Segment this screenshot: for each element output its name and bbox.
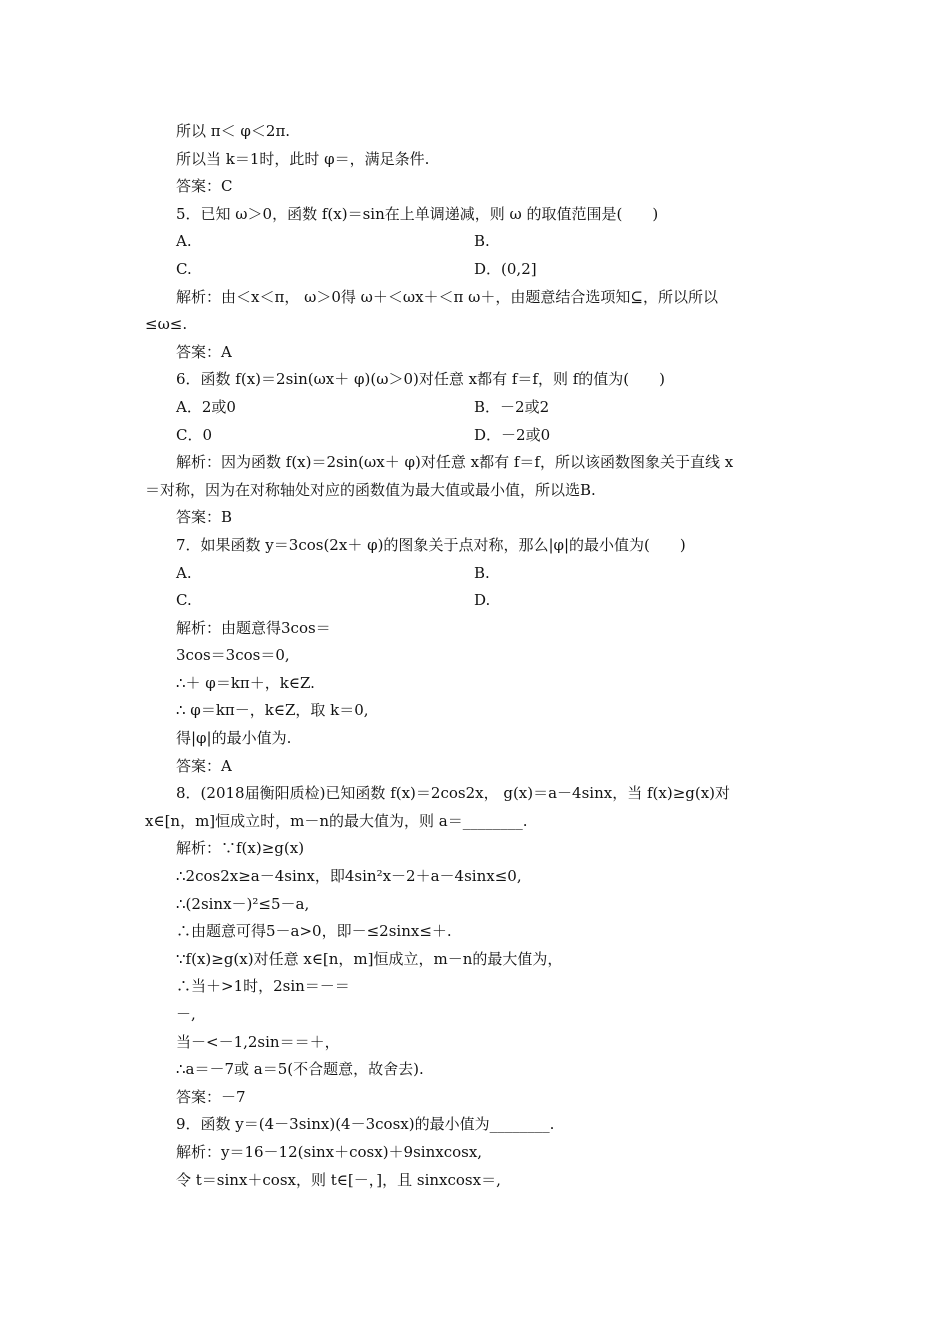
text-line: 令 t＝sinx＋cosx，则 t∈[－，]，且 sinxcosx＝,: [176, 1170, 501, 1189]
text-line-continued: ≤ω≤.: [145, 315, 188, 334]
option-left: C．0: [176, 425, 213, 444]
text-line-continued: ＝对称，因为在对称轴处对应的函数值为最大值或最小值，所以选B.: [145, 480, 596, 499]
text-line: 8．(2018届衡阳质检)已知函数 f(x)＝2cos2x， g(x)＝a－4sinx，当 f(x)≥g(x)对: [176, 784, 731, 803]
answer-options-row: [145, 394, 810, 422]
text-line: ∴a＝－7或 a＝5(不合题意，故舍去).: [176, 1060, 424, 1079]
text-line: 得|φ|的最小值为.: [176, 729, 292, 748]
option-left: A.: [176, 563, 192, 582]
text-line: 解析：y＝16－12(sinx＋cosx)＋9sinxcosx,: [176, 1142, 483, 1161]
option-right: D.: [474, 591, 491, 610]
option-left: C.: [176, 591, 192, 610]
text-line: 5．已知 ω＞0，函数 f(x)＝sin在上单调递减，则 ω 的取值范围是( ): [176, 204, 659, 223]
text-line: ∵f(x)≥g(x)对任意 x∈[n，m]恒成立，m－n的最大值为，: [176, 949, 563, 968]
text-line: 所以当 k＝1时，此时 φ＝，满足条件.: [176, 149, 430, 168]
option-right: B．－2或2: [474, 397, 550, 416]
text-line: －,: [176, 1005, 196, 1023]
answer-options-row: [145, 256, 810, 284]
text-line: ∴由题意可得5－a>0，即－≤2sinx≤＋.: [176, 922, 452, 941]
document-body: [145, 118, 810, 1194]
text-line-continued: x∈[n，m]恒成立时，m－n的最大值为，则 a＝________.: [145, 811, 528, 830]
text-line: 7．如果函数 y＝3cos(2x＋ φ)的图象关于点对称，那么|φ|的最小值为( ): [176, 535, 686, 554]
text-line: 6．函数 f(x)＝2sin(ωx＋ φ)(ω＞0)对任意 x都有 f＝f，则 f的值为( ): [176, 370, 665, 389]
text-line: 所以 π＜ φ＜2π.: [176, 122, 291, 140]
text-line: 解析：因为函数 f(x)＝2sin(ωx＋ φ)对任意 x都有 f＝f，所以该函数图象关于直线 x: [176, 453, 734, 472]
text-line: 9．函数 y＝(4－3sinx)(4－3cosx)的最小值为________.: [176, 1115, 555, 1134]
text-line: 解析：由＜x＜π， ω＞0得 ω＋＜ωx＋＜π ω＋，由题意结合选项知⊆，所以所以: [176, 287, 718, 306]
option-left: A．2或0: [176, 397, 236, 416]
option-right: D．(0,2]: [474, 259, 537, 278]
text-line: ∴当＋>1时，2sin＝－＝: [176, 977, 350, 996]
answer-options-row: [145, 587, 810, 615]
text-line: 解析：由题意得3cos＝: [176, 618, 331, 637]
answer-options-row: [145, 228, 810, 256]
text-line: 答案：A: [176, 756, 232, 775]
text-line: 3cos＝3cos＝0,: [176, 646, 290, 665]
text-line: ∴ φ＝kπ－，k∈Z，取 k＝0,: [176, 701, 369, 720]
answer-options-row: [145, 422, 810, 450]
option-right: B.: [474, 232, 490, 251]
text-line: ∴＋ φ＝kπ＋，k∈Z.: [176, 673, 315, 692]
text-line: 解析：∵f(x)≥g(x): [176, 839, 305, 858]
option-left: A.: [176, 232, 192, 251]
text-line: ∴2cos2x≥a－4sinx，即4sin²x－2＋a－4sinx≤0,: [176, 867, 522, 886]
option-left: C.: [176, 259, 192, 278]
answer-options-row: [145, 560, 810, 588]
text-line: 答案：－7: [176, 1087, 246, 1106]
text-line: ∴(2sinx－)²≤5－a,: [176, 894, 310, 913]
text-line: 答案：C: [176, 177, 233, 196]
option-right: D．－2或0: [474, 425, 551, 444]
text-line: 答案：A: [176, 342, 232, 361]
option-right: B.: [474, 563, 490, 582]
text-line: 答案：B: [176, 508, 233, 527]
text-line: 当－<－1,2sin＝＝＋，: [176, 1032, 340, 1051]
